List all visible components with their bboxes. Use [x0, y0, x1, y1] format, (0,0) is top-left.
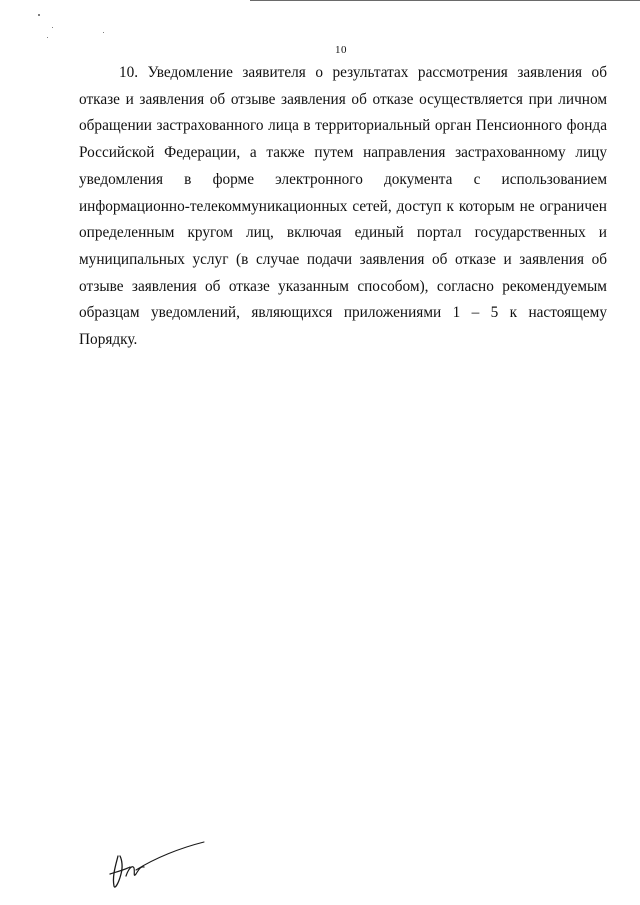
scan-speck [38, 14, 40, 16]
paragraph-10: 10. Уведомление заявителя о результатах рассмотрения заявления об отказе и заявления об отзыве заявления об отказе осуществляется при личном обращении застрахованного лица в территориальный орган Пенсионного фонда Российской Федерации, а также путем направления застрахованному лицу уведомления в форме электронного документа с использованием информационно-телекоммуникационных сетей, доступ к которым не ограничен определенным кругом лиц, включая единый портал государственных и муниципальных услуг (в случае подачи заявления об отказе и заявления об отзыве заявления об отказе указанным способом), согласно рекомендуемым образцам уведомлений, являющихся приложениями 1 – 5 к настоящему Порядку. [79, 64, 607, 349]
scan-speck [47, 37, 48, 38]
scan-speck [103, 32, 104, 33]
handwritten-signature [100, 834, 210, 894]
page-number: 10 [335, 44, 347, 56]
scan-edge-line [250, 0, 640, 1]
scan-speck [52, 27, 53, 28]
